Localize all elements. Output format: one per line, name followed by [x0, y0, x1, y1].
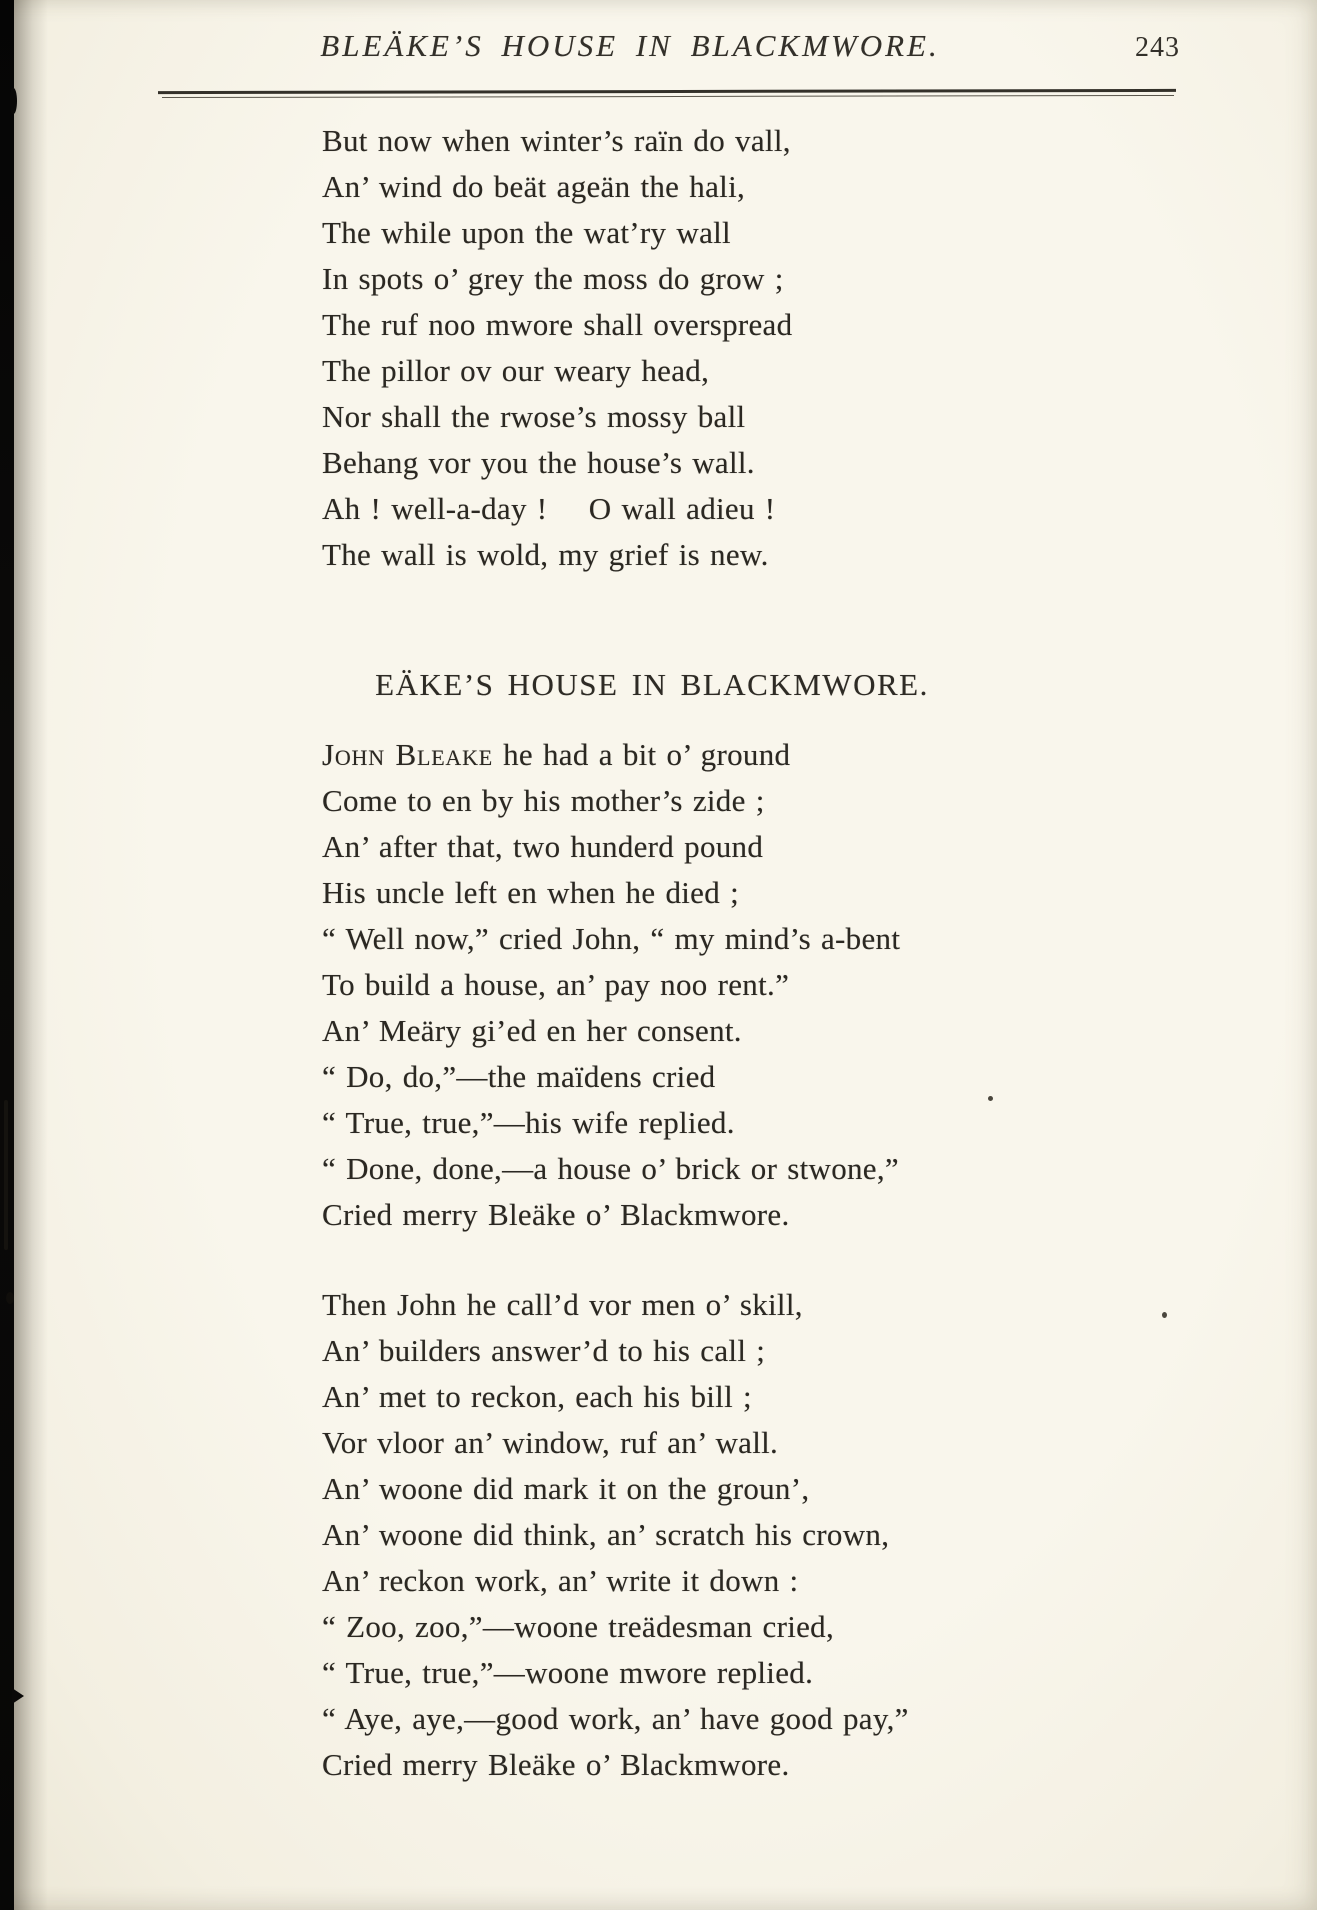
scan-speck [988, 1096, 993, 1101]
poem-line: “ Do, do,”—the maïdens cried [322, 1059, 716, 1094]
poem-line: Cried merry Bleäke o’ Blackmwore. [322, 1197, 790, 1232]
poem-line: To build a house, an’ pay noo rent.” [322, 967, 790, 1002]
scan-artifact [12, 1688, 24, 1704]
binding-edge [0, 0, 14, 1910]
poem-line: His uncle left en when he died ; [322, 875, 740, 910]
poem-line: “ True, true,”—woone mwore replied. [322, 1655, 814, 1690]
poem-line: “ Well now,” cried John, “ my mind’s a-bent [322, 921, 901, 956]
poem-line: An’ builders answer’d to his call ; [322, 1333, 766, 1368]
scan-speck [1162, 1312, 1167, 1318]
poem-line: In spots o’ grey the moss do grow ; [322, 261, 784, 296]
poem-line: The wall is wold, my grief is new. [322, 537, 769, 572]
stanza-bleake-second [322, 1282, 1102, 1788]
line-text: he had a bit o’ ground [493, 737, 791, 772]
poem-line: “ True, true,”—his wife replied. [322, 1105, 735, 1140]
header-divider-rule [158, 89, 1176, 94]
poem-line: “ Aye, aye,—good work, an’ have good pay,” [322, 1701, 909, 1736]
scan-artifact [4, 1100, 8, 1250]
poem-line: Behang vor you the house’s wall. [322, 445, 755, 480]
page-number: 243 [1135, 32, 1180, 63]
poem-line: An’ reckon work, an’ write it down : [322, 1563, 799, 1598]
poem-line: An’ after that, two hunderd pound [322, 829, 764, 864]
stanza-bleake-first [322, 732, 1102, 1238]
poem-line: The pillor ov our weary head, [322, 353, 710, 388]
poem-line: An’ wind do beät ageän the hali, [322, 169, 746, 204]
poem-line: An’ woone did think, an’ scratch his crown, [322, 1517, 890, 1552]
poem-line: An’ woone did mark it on the groun’, [322, 1471, 810, 1506]
poem-line: An’ met to reckon, each his bill ; [322, 1379, 752, 1414]
scan-artifact [6, 1292, 14, 1304]
running-header-title: BLEÄKE’S HOUSE IN BLACKMWORE. [320, 28, 940, 63]
poem-line: The while upon the wat’ry wall [322, 215, 731, 250]
poem-title-heading: EÄKE’S HOUSE IN BLACKMWORE. [375, 667, 929, 702]
binding-gutter-shadow [14, 0, 48, 1910]
poem-line: The ruf noo mwore shall overspread [322, 307, 793, 342]
poem-line: Vor vloor an’ window, ruf an’ wall. [322, 1425, 779, 1460]
poem-line: Then John he call’d vor men o’ skill, [322, 1287, 803, 1322]
poem-line: But now when winter’s raïn do vall, [322, 123, 791, 158]
poem-line [322, 732, 1102, 778]
poem-line: Ah ! well-a-day ! O wall adieu ! [322, 491, 776, 526]
scan-artifact [10, 88, 17, 114]
poem-line: Come to en by his mother’s zide ; [322, 783, 765, 818]
poem-line: “ Done, done,—a house o’ brick or stwone,” [322, 1151, 899, 1186]
poem-line: “ Zoo, zoo,”—woone treädesman cried, [322, 1609, 835, 1644]
poem-line: An’ Meäry gi’ed en her consent. [322, 1013, 742, 1048]
poem-line: Nor shall the rwose’s mossy ball [322, 399, 746, 434]
running-header [170, 28, 1180, 64]
stanza-wold-wall-ending [322, 118, 1102, 578]
poem-body [322, 118, 1102, 1788]
poem-line: Cried merry Bleäke o’ Blackmwore. [322, 1747, 790, 1782]
smallcaps-name: John Bleake [322, 737, 494, 772]
